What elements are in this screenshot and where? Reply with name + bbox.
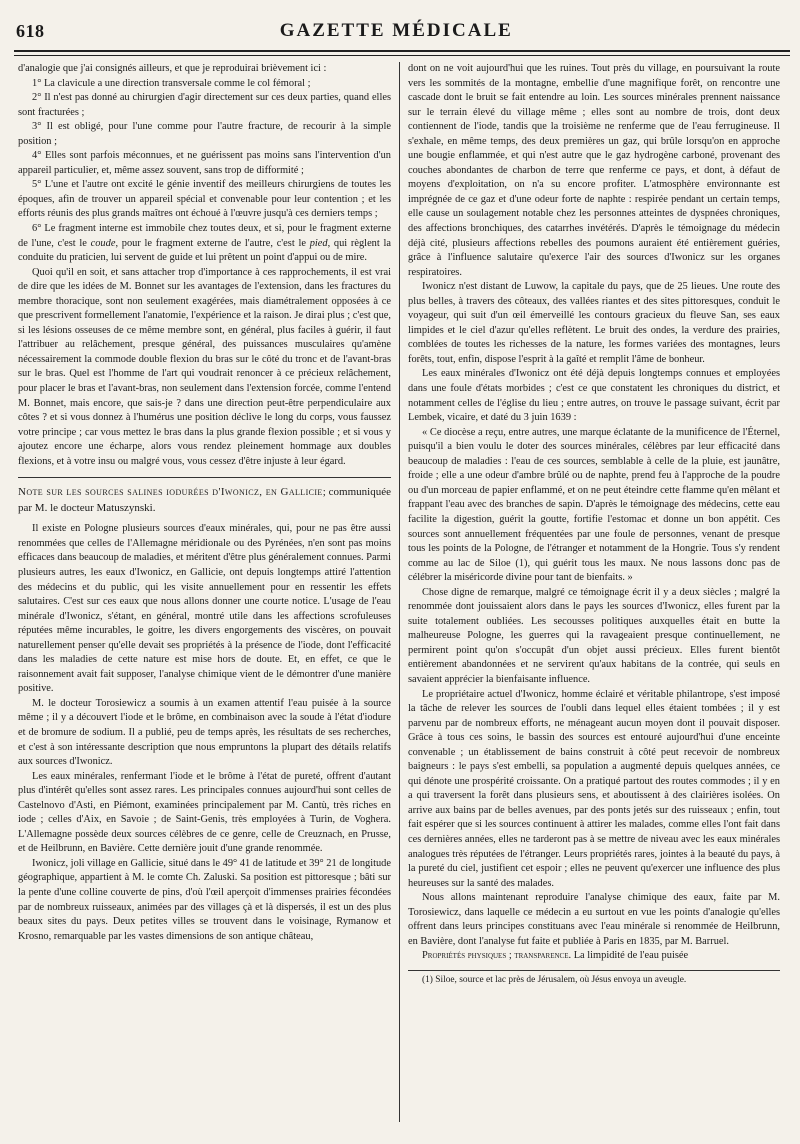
paragraph: d'analogie que j'ai consignés ailleurs, et que je reproduirai brièvement ici :	[18, 63, 327, 74]
footnote: (1) Siloe, source et lac près de Jérusalem, où Jésus envoya un aveugle.	[422, 974, 687, 985]
paragraph: dont on ne voit aujourd'hui que les ruines. Tout près du village, en poursuivant la route vers les sommités de la montagne, embellie d'une magnifique forêt, on rencontre une cascade dont le bruit se fait entendre au loin. Les sources minérales prennent naissance sur le terrain élevé du village même ; elles sont au nombre de trois, dont deux contiennent de l'iode, tandis que la troisième ne renferme que de l'eau ferrugineuse. Il s'exhale, en même temps, des deux premières un gaz, qui brûle lorsqu'on en approche une bougie enflammée, et qui n'est autre que le gaz hydrogène carboné, provenant des couches abondantes de charbon de terre que renferme ce pays, et dont, à défaut de moyens d'exploitation, on n'a su encore profiter. L'atmosphère environnante est imprégnée de ce gaz et d'une odeur forte de naphte : respirée pendant un certain temps, elle cause un soulagement notable chez les personnes atteintes de dyspnées chroniques, des affections bronchiques, des catarrhes invétérés. D'après le témoignage du médecin déjà cité, plusieurs affections rebelles des poumons auraient été entièrement guéries, grâce à l'influence salutaire qu'exerce l'air des sources d'Iwonicz sur les organes respiratoires.	[408, 63, 780, 278]
masthead-title: GAZETTE MÉDICALE	[279, 20, 513, 41]
article-title-rest: ; communiquée par M. le docteur Matuszynski.	[18, 486, 391, 515]
paragraph-text: La limpidité de l'eau puisée	[571, 950, 689, 962]
paragraph: Chose digne de remarque, malgré ce témoignage écrit il y a deux siècles ; malgré la renommée dont jouissaient alors dans le pays les sources d'Iwonicz, elles furent par la suite totalement oubliées. Les secousses politiques auxquelles était en butte la malheureuse Pologne, les guerres qui la ravageaient presque continuellement, ne permirent point qu'on s'occupât d'un objet aussi précieux. Elles furent bientôt entièrement abandonnées et ne servirent qu'aux habitans de la contrée, qui seuls en savaient apprécier la bienfaisante influence.	[408, 586, 780, 685]
article-title-caps: Note sur les sources salines iodurées d'Iwonicz, en Gallicie	[18, 486, 323, 499]
list-item: 1° La clavicule a une direction transversale comme le col fémoral ;	[32, 77, 311, 89]
item-text: , qui règlent la conduite du praticien, lui servent de guide et lui prêtent un point d'appui ou de mire.	[18, 237, 391, 264]
paragraph: Les eaux minérales, renfermant l'iode et le brôme à l'état de pureté, offrent d'autant plus d'intérêt qu'elles sont assez rares. Les principales connues aujourd'hui sont celles de Castelnovo d'Asti, en Piémont, examinées principalement par M. Cantù, très riches en iode ; celles d'Aix, en Savoie ; de Saint-Genis, très employées à Turin, de Voghera. L'Allemagne possède deux sources célèbres de ce genre, celle de Creuznach, en Prusse, et de Heilbrunn, en Bavière. Cette dernière jouit d'une grande renommée.	[18, 770, 391, 855]
paragraph: Iwonicz n'est distant de Luwow, la capitale du pays, que de 25 lieues. Une route des plus belles, à travers des côteaux, des vallées riantes et des sites pittoresques, conduit le voyageur, qui suit d'un œil émerveillé les contours gracieux du fleuve San, ses eaux limpides et le ciel d'azur qu'elles reflètent. Le bruit des ondes, la verdure des prairies, comblées de toutes les richesses de la nature, les formes variées des montagnes, leurs forêts, tout, enfin, dispose l'esprit à la gaîté et remplit l'âme de bonheur.	[408, 281, 780, 365]
list-item	[18, 222, 391, 266]
section-heading: Propriétés physiques ; transparence.	[422, 950, 572, 962]
list-item: 2° Il n'est pas donné au chirurgien d'agir directement sur ces deux parties, quand elles sont fracturées ;	[18, 92, 391, 118]
left-column	[18, 62, 391, 1136]
list-item: 3° Il est obligé, pour l'une comme pour l'autre fracture, de recourir à la simple position ;	[18, 121, 391, 147]
right-column	[408, 62, 780, 1136]
italic-term: coude	[90, 237, 116, 249]
column-divider	[399, 62, 400, 1122]
item-text: 6° Le fragment interne est immobile chez toutes deux, et si, pour le fragment externe de l'une, c'est le	[18, 223, 391, 249]
list-item: 4° Elles sont parfois méconnues, et ne guérissent pas moins sans l'intervention d'un appareil particulier, et, même assez souvent, sans trop de difformité ;	[18, 150, 391, 176]
paragraph: Nous allons maintenant reproduire l'analyse chimique des eaux, faite par M. Torosiewicz, dans laquelle ce médecin a eu surtout en vue les points d'analogie qu'elles offrent dans leurs principes constituans avec l'eau minérale si renommée de Heilbrunn, en Bavière, dont l'analyse fut faite et publiée à Paris en 1835, par M. Barruel.	[408, 892, 780, 947]
paragraph	[408, 949, 780, 964]
article-title	[18, 477, 391, 516]
paragraph: Il existe en Pologne plusieurs sources d'eaux minérales, qui, pour ne pas être aussi renommées que celles de l'Allemagne méridionale ou des Pyrénées, n'en sont pas moins efficaces dans beaucoup de maladies, et méritent d'être plus généralement connues. Parmi plusieurs autres, les eaux d'Iwonicz, en Gallicie, ont depuis longtemps attiré l'attention des médecins et du public, qui les visite annuellement pour en ressentir les effets salutaires. C'est sur ces eaux que nous allons donner une courte notice. L'usage de l'eau minérale d'Iwonicz, s'étant, en général, montré utile dans les affections scrofuleuses réputées même incurables, le goitre, les divers engorgements des viscères, on pouvait naturellement penser qu'elle devait ses propriétés à la présence de l'iode, dont l'efficacité dans les maladies de cette nature est mise hors de doute. Et, en effet, ce que le raisonnement avait fait supposer, l'analyse chimique vient de le démontrer d'une manière positive.	[18, 523, 391, 695]
list-item: 5° L'une et l'autre ont excité le génie inventif des meilleurs chirurgiens de toutes les époques, afin de trouver un appareil spécial et convenable pour leur contention ; et les efforts réunis des plus grands maîtres ont échoué à l'œuvre jusqu'à ces derniers temps ;	[18, 179, 391, 220]
paragraph: Le propriétaire actuel d'Iwonicz, homme éclairé et véritable philantrope, s'est imposé la tâche de relever les sources de l'oubli dans lequel elles étaient tombées ; il y est parvenu par de nombreux efforts, ne ménageant aucun moyen dont il pouvait disposer. Grâce à tous ces soins, le bassin des sources est entouré aujourd'hui d'une enceinte convenable ; un établissement de bains construit à côté peut recevoir de nombreux baigneurs : le pays s'est embelli, sa population a augmenté depuis quelques années, ce qui dénote une prospérité croissante. On a pratiqué partout des routes commodes ; il y en a qui traversent la forêt dans plusieurs sens, et aboutissent à des clairières isolées. On arrive aux bains par de belles avenues, par des ponts jetés sur des ruisseaux ; enfin, tout fait espérer que si les sources continuent à attirer les malades, comme elles l'ont fait dans ces dernières années, elles ne tarderont pas à se mettre de niveau avec les eaux minérales analogues très réputées de l'étranger. Leurs propriétés rares, jointes à la beauté du pays, à la pureté du ciel, justifient cet espoir ; elles ne peuvent qu'exercer une influence des plus heureuses sur la santé des malades.	[408, 688, 780, 889]
paragraph: M. le docteur Torosiewicz a soumis à un examen attentif l'eau puisée à la source même ; il y a découvert l'iode et le brôme, en combinaison avec la soude à l'état d'iodure et de bromure de sodium. Il a publié, peu de temps après, les résultats de ses recherches, et c'est à son intéressante description que nous empruntons la plupart des détails relatifs aux sources d'Iwonicz.	[18, 697, 391, 768]
quotation: « Ce diocèse a reçu, entre autres, une marque éclatante de la munificence de l'Éternel, puisqu'il a bien voulu le doter des sources minérales, célèbres par leur efficacité dans beaucoup de maladies : l'eau de ces sources, semblable à celle de la pluie, est jaunâtre, froide ; elle a une odeur d'ambre brûlé ou de naphte, prend feu à l'approche de la poudre ou d'un morceau de papier enflammé, et on ne peut éteindre cette flamme qu'en mêlant et frappant l'eau avec des branches de sapin. D'après le témoignage des médecins, cette eau facilite la digestion, guérit la goutte, fortifie l'estomac et donne un bon appétit. Ces sources sont annuellement fréquentées par une foule de personnes, venant de presque tous les points de la Pologne, de l'étranger et notamment de la Hongrie. Tous s'y rendent comme au lac de Siloe (1), qui guérit tous les maux. Ne nous lassons donc pas de célébrer la miséricorde divine pour tant de bienfaits. »	[408, 426, 780, 584]
header-rule-thick	[14, 50, 790, 52]
page-header	[16, 16, 788, 46]
paragraph: Les eaux minérales d'Iwonicz ont été déjà depuis longtemps connues et employées dans une foule d'états morbides ; c'est ce que constatent les chroniques du district, et notamment celles de l'église du lieu ; entre autres, on trouve le passage suivant, écrit par Lembek, vicaire, et daté du 3 juin 1639 :	[408, 368, 780, 424]
italic-term: pied	[309, 237, 328, 249]
page-number: 618	[16, 20, 45, 41]
item-text: , pour le fragment externe de l'autre, c'est le	[115, 237, 306, 249]
paragraph: Quoi qu'il en soit, et sans attacher trop d'importance à ces rapprochements, il est vrai de dire que les idées de M. Bonnet sur les avantages de l'extension, dans les fractures du membre thoracique, sont non seulement exagérées, mais diamétralement opposées à ce que prescrivent formellement l'anatomie, l'expérience et la raison. Je dirai plus ; c'est que, si les lésions osseuses de ce même membre sont, en général, plus faciles à guérir, il faut l'attribuer au relâchement, presque général, des puissances musculaires qu'amène nécessairement la commode double flexion du bras sur le côté du tronc et de l'avant-bras sur le bras. Quel est l'homme de l'art qui voudrait renoncer à ce précieux relâchement, pour placer le bras et l'avant-bras, non seulement dans l'extension forcée, comme l'entend M. Bonnet, mais encore, que sais-je ? dans une direction peut-être perpendiculaire aux côtes ? et si vous donnez à l'humérus une position déclive le long du corps, vous faussez votre principe ; car vous mettez le bras dans la plus grande flexion possible ; et si vous y ajoutez encore une écharpe, alors vous rendez pleinement hommage aux doubles flexions, et à votre insu ou malgré vous, vous cessez d'être injuste à leur égard.	[18, 266, 391, 467]
paragraph: Iwonicz, joli village en Gallicie, situé dans le 49° 41 de latitude et 39° 21 de longitude géographique, appartient à M. le comte Ch. Zaluski. Sa position est pittoresque ; bâti sur la pente d'une colline couverte de pins, d'où l'œil aperçoit d'immenses prairies fécondées par de nombreux ruisseaux, animées par des villages çà et là dispersés, il est un des plus beaux sites du pays. Deux petites villes se trouvent dans le voisinage, Rymanow et Krosno, remarquable par les vastes dimensions de son antique château,	[18, 857, 391, 942]
header-rule-thin	[14, 55, 790, 56]
footnote-rule	[408, 970, 780, 971]
